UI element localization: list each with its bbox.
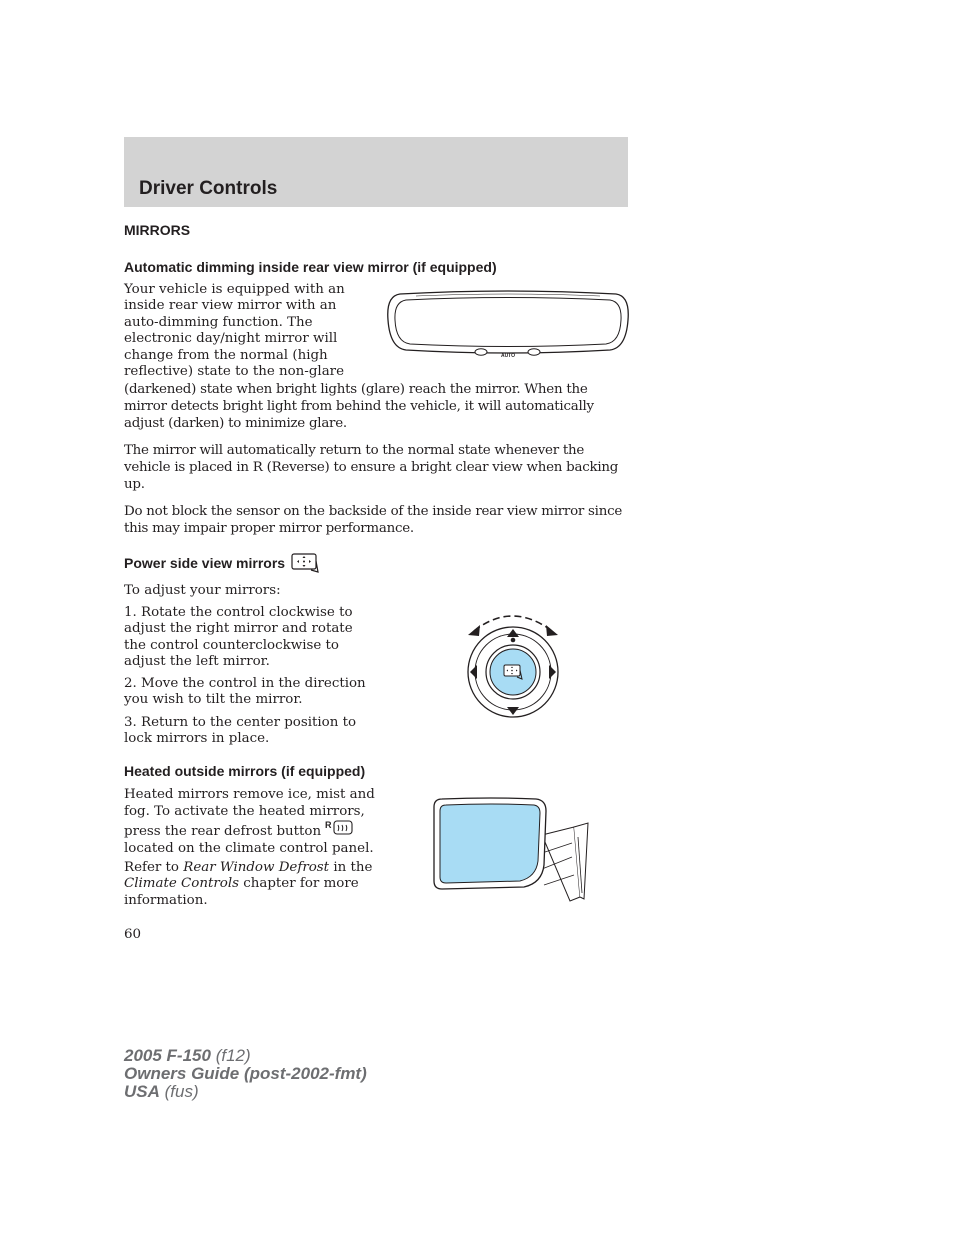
text-line: electronic day/night mirror will bbox=[124, 331, 338, 347]
footer-market-code: (fus) bbox=[164, 1082, 199, 1101]
auto-button-label: AUTO bbox=[500, 353, 516, 359]
heated-text-before-icon: Heated mirrors remove ice, mist and fog. To activate the heated mirrors, press the rear defrost button bbox=[124, 787, 375, 839]
heated-mirrors-heading: Heated outside mirrors (if equipped) bbox=[124, 763, 366, 779]
mirror-control-icon bbox=[291, 553, 319, 573]
section-title: MIRRORS bbox=[124, 222, 191, 238]
text-line: auto-dimming function. The bbox=[124, 314, 313, 330]
side-mirror-illustration bbox=[432, 797, 592, 905]
document-footer bbox=[124, 1047, 367, 1101]
page-number: 60 bbox=[124, 927, 142, 942]
footer-line-2 bbox=[124, 1065, 367, 1083]
chapter-text: chapter for more information. bbox=[124, 876, 359, 908]
text-line: inside rear view mirror with an bbox=[124, 298, 337, 314]
adjust-intro: To adjust your mirrors: bbox=[124, 583, 281, 598]
footer-line-1 bbox=[124, 1047, 367, 1065]
sensor-paragraph: Do not block the sensor on the backside of the inside rear view mirror since this may impair proper mirror performance. bbox=[124, 504, 623, 536]
reverse-paragraph: The mirror will automatically return to the normal state whenever the vehicle is placed in R (Reverse) to ensure a bright clear view when backing up. bbox=[124, 443, 619, 492]
footer-market: USA bbox=[124, 1082, 160, 1101]
footer-model-code: (f12) bbox=[215, 1046, 251, 1065]
text-line: reflective) state to the non-glare bbox=[124, 364, 344, 380]
step-3: 3. Return to the center position to lock mirrors in place. bbox=[124, 715, 357, 747]
climate-controls-link[interactable]: Climate Controls bbox=[124, 876, 239, 892]
power-mirrors-heading: Power side view mirrors bbox=[124, 555, 286, 571]
auto-dimming-heading: Automatic dimming inside rear view mirror (if equipped) bbox=[124, 259, 497, 275]
text-line: Your vehicle is equipped with an bbox=[124, 282, 345, 297]
power-mirrors-heading-row bbox=[124, 553, 319, 573]
footer-model: 2005 F-150 bbox=[124, 1046, 211, 1065]
heated-mirrors-paragraph bbox=[124, 786, 386, 857]
rear-view-mirror-illustration bbox=[386, 290, 630, 362]
heated-text-after-icon: located on the climate control panel. bbox=[124, 841, 374, 856]
footer-guide: Owners Guide (post-2002-fmt) bbox=[124, 1064, 367, 1083]
step-2: 2. Move the control in the direction you wish to tilt the mirror. bbox=[124, 676, 366, 708]
in-the-text: in the bbox=[333, 860, 373, 875]
mirror-control-knob-illustration bbox=[462, 605, 566, 723]
text-line: change from the normal (high bbox=[124, 347, 328, 363]
refer-text: Refer to bbox=[124, 860, 179, 875]
auto-dimming-paragraph-continued: (darkened) state when bright lights (glare) reach the mirror. When the mirror detects bright light from behind the vehicle, it will automatically adjust (darken) to minimize glare. bbox=[124, 382, 594, 431]
page-title: Driver Controls bbox=[139, 178, 278, 199]
defrost-icon-letter: R bbox=[325, 820, 332, 830]
step-1: 1. Rotate the control clockwise to adjust the right mirror and rotate the control counterclockwise to adjust the left mirror. bbox=[124, 605, 353, 670]
auto-dimming-paragraph bbox=[124, 282, 345, 380]
refer-paragraph bbox=[124, 860, 374, 909]
rear-window-defrost-link[interactable]: Rear Window Defrost bbox=[183, 860, 330, 875]
footer-line-3 bbox=[124, 1083, 367, 1101]
rear-defrost-icon bbox=[325, 820, 355, 838]
